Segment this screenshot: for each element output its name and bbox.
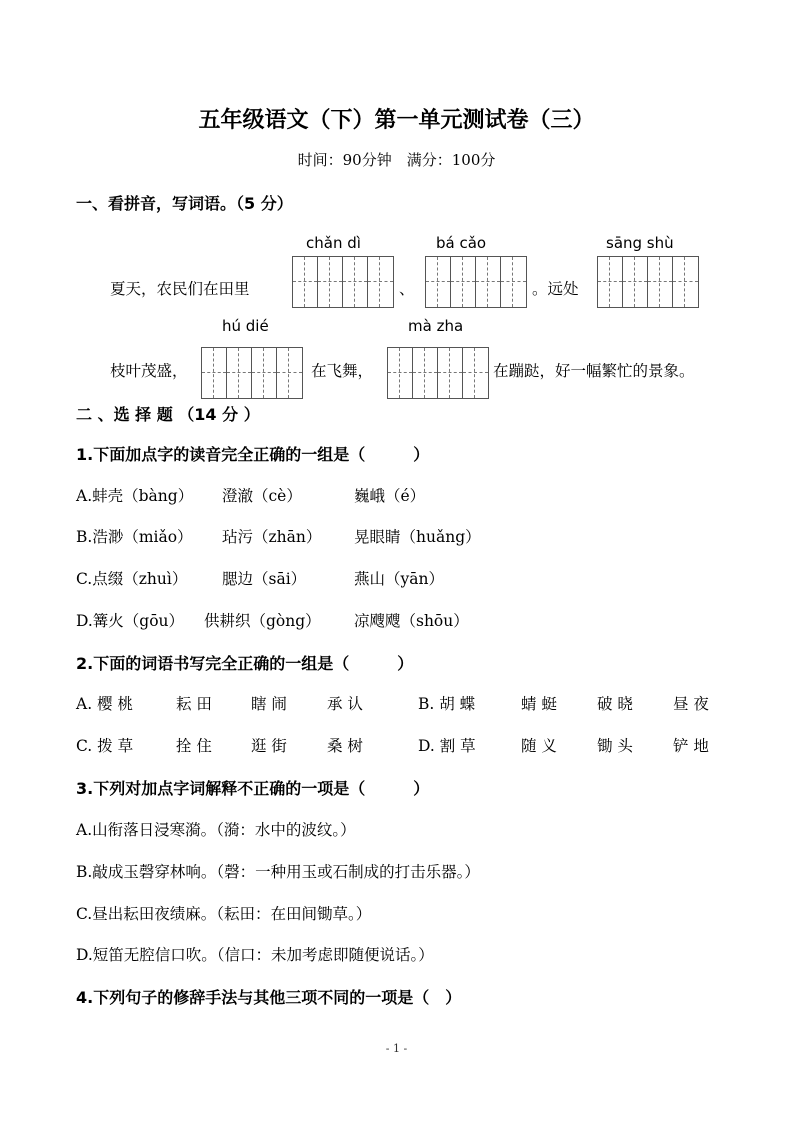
q1-option-a-1: A.蚌壳（bàng） [76,487,194,505]
section1-heading: 一、看拼音，写词语。（5 分） [76,194,293,213]
q3-option-a: A.山衔落日浸寒漪。（漪：水中的波纹。） [76,821,356,839]
q1-option-d-3: 凉飕飕（shōu） [354,612,469,630]
q1-option-d-2: 供耕织（gòng） [204,612,321,630]
question-3: 3.下列对加点字词解释不正确的一项是（ ） [76,779,430,798]
q2-row2-item-7: 锄 头 [597,737,633,755]
q2-row2-item-6: 随 义 [521,737,557,755]
q2-row1-item-5: B. 胡 蝶 [418,695,476,713]
answer-grid-sangshu[interactable] [597,256,699,308]
sentence-part-3: 枝叶茂盛， [110,362,188,380]
q1-option-c-2: 腮边（sāi） [222,570,307,588]
exam-info: 时间：90分钟 满分：100分 [297,151,496,169]
q2-row1-item-6: 蜻 蜓 [521,695,557,713]
pinyin-chandi: chǎn dì [306,234,361,252]
q2-row1-item-7: 破 晓 [597,695,633,713]
q3-option-d: D.短笛无腔信口吹。（信口：未加考虑即随便说话。） [76,946,434,964]
question-4: 4.下列句子的修辞手法与其他三项不同的一项是（ ） [76,988,462,1007]
q2-row1-item-8: 昼 夜 [673,695,709,713]
answer-grid-hudie[interactable] [201,347,303,399]
answer-grid-chandi[interactable] [292,256,394,308]
separator-comma: 、 [399,280,415,298]
q2-row2-item-8: 铲 地 [673,737,709,755]
section2-heading: 二 、选 择 题 （14 分 ） [76,405,260,424]
q1-option-c-3: 燕山（yān） [354,570,444,588]
q2-row2-item-5: D. 割 草 [418,737,476,755]
sentence-part-5: 在蹦跶，好一幅繁忙的景象。 [493,362,695,380]
q1-option-c-1: C.点缀（zhuì） [76,570,188,588]
answer-grid-bacao[interactable] [425,256,527,308]
q1-option-a-3: 巍峨（é） [354,487,426,505]
sentence-part-4: 在飞舞， [311,362,374,380]
pinyin-bacao: bá cǎo [436,234,487,252]
pinyin-mazha: mà zha [408,317,464,335]
q2-row1-item-4: 承 认 [327,695,363,713]
q2-row2-item-4: 桑 树 [327,737,363,755]
q3-option-b: B.敲成玉磬穿林响。（磬：一种用玉或石制成的打击乐器。） [76,863,480,881]
page-title: 五年级语文（下）第一单元测试卷（三） [198,107,595,133]
q1-option-a-2: 澄澈（cè） [222,487,302,505]
q1-option-b-3: 晃眼睛（huǎng） [354,528,481,546]
q2-row1-item-3: 瞎 闹 [251,695,287,713]
question-1: 1.下面加点字的读音完全正确的一组是（ ） [76,445,430,464]
question-2: 2.下面的词语书写完全正确的一组是（ ） [76,654,414,673]
pinyin-sangshu: sāng shù [606,234,674,252]
q2-row2-item-3: 逛 街 [251,737,287,755]
q2-row2-item-1: C. 拨 草 [76,737,134,755]
sentence-part-1: 夏天，农民们在田里 [110,280,250,298]
q2-row1-item-2: 耘 田 [176,695,212,713]
q1-option-d-1: D.篝火（gōu） [76,612,185,630]
q1-option-b-2: 玷污（zhān） [222,528,322,546]
sentence-part-2: 。远处 [532,280,579,298]
q2-row2-item-2: 拴 住 [176,737,212,755]
pinyin-hudie: hú dié [222,317,269,335]
q3-option-c: C.昼出耘田夜绩麻。（耘田：在田间锄草。） [76,905,372,923]
q2-row1-item-1: A. 樱 桃 [76,695,133,713]
answer-grid-mazha[interactable] [387,347,489,399]
page-number: - 1 - [385,1042,408,1055]
q1-option-b-1: B.浩渺（miǎo） [76,528,193,546]
